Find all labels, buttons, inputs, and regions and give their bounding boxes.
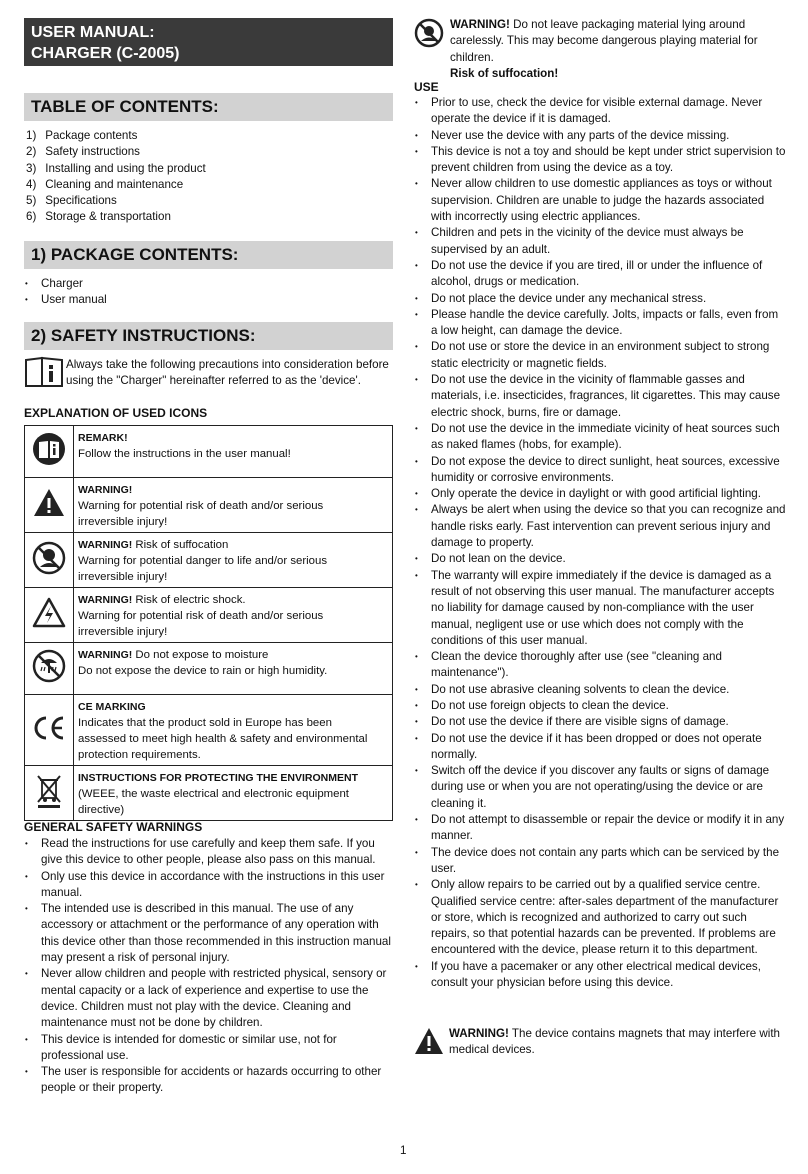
list-item: • Clean the device thoroughly after use (see "cleaning and maintenance"). [414,649,786,682]
icon-description-line: Do not expose the device to rain or high humidity. [78,665,328,677]
icons-table-text [74,533,393,588]
warning-triangle-icon [25,478,74,533]
magnet-warning-text: The device contains magnets that may interfere with medical devices. [449,1027,780,1057]
safety-heading: 2) SAFETY INSTRUCTIONS: [24,322,393,350]
list-item: • Only allow repairs to be carried out by a qualified service centre. Qualified service centre: after-sales department of the manufacturer or store, which is recognized and authorized to carry out such repairs, so that potential hazards can be prevented. If problems are encountered with the device, please return it to this department. [414,877,786,958]
use-list [414,95,786,991]
toc-item [26,209,386,225]
list-item: • Children and pets in the vicinity of the device must always be supervised by an adult. [414,225,786,258]
magnet-warning-bold: WARNING! [449,1027,509,1040]
icons-table-row [25,478,393,533]
moisture-icon [25,643,74,695]
icon-title: WARNING! [78,484,133,496]
packaging-warning [450,17,786,82]
list-item: • Switch off the device if you discover any faults or signs of damage during use or when you are not operating/using the device or are cleaning it. [414,763,786,812]
list-item: • Only use this device in accordance with the instructions in this user manual. [24,869,394,902]
icons-table-row [25,426,393,478]
list-item: • Never allow children and people with restricted physical, sensory or mental capacity or a lack of experience and expertise to use the device. Children must not play with the device. Cleaning and maintenance must not be done by children. [24,966,394,1031]
magnet-warning [449,1026,785,1059]
icon-title-rest: Risk of suffocation [132,539,229,551]
warning-triangle-icon [414,1026,444,1056]
list-item: • Do not use foreign objects to clean the device. [414,698,786,714]
list-item: • If you have a pacemaker or any other electrical medical devices, consult your physician before using this device. [414,959,786,992]
title-line-1: USER MANUAL: [31,24,155,41]
icons-table-row [25,695,393,766]
general-heading: GENERAL SAFETY WARNINGS [24,820,203,834]
list-item: • User manual [24,292,384,308]
icon-title: INSTRUCTIONS FOR PROTECTING THE ENVIRONMENT [78,772,359,784]
icon-description-line: Warning for potential risk of death and/or serious [78,500,324,512]
suffocation-icon [414,18,444,48]
toc-item [26,144,386,160]
icons-table-text [74,766,393,821]
list-item: • This device is not a toy and should be kept under strict supervision to prevent children from using the device as a toy. [414,144,786,177]
icons-table-row [25,588,393,643]
packaging-warning-tail: Risk of suffocation! [450,66,559,80]
icon-description-line: protection requirements. [78,749,201,761]
icons-table-text [74,478,393,533]
icon-description-line: Warning for potential danger to life and/or serious [78,555,328,567]
icon-title: WARNING! [78,539,133,551]
toc-item [26,128,386,144]
icon-title: WARNING! [78,594,133,606]
list-item: • The warranty will expire immediately if the device is damaged as a result of not observing this user manual. The manufacturer accepts no liability for damage caused by non-compliance with the user manual, negligent use or use which does not comply with the conditions of this user manual. [414,568,786,649]
icons-table-text [74,588,393,643]
toc-item-number: 1) [26,129,37,142]
icon-title: REMARK! [78,432,128,444]
packaging-warning-text: Do not leave packaging material lying around carelessly. This may become dangerous playing material for children. [450,18,758,64]
toc-item [26,161,386,177]
list-item: • Charger [24,276,384,292]
use-heading: USE [414,80,439,94]
package-heading: 1) PACKAGE CONTENTS: [24,241,393,269]
list-item: • Do not expose the device to direct sunlight, heat sources, excessive humidity or corrosive environments. [414,454,786,487]
list-item: • The device does not contain any parts which can be serviced by the user. [414,845,786,878]
toc-item-number: 5) [26,194,37,208]
list-item: • Do not use the device in the immediate vicinity of heat sources such as naked flames (hobs, for example). [414,421,786,454]
toc-item-label: Safety instructions [45,145,140,159]
list-item: • Only operate the device in daylight or with good artificial lighting. [414,486,786,502]
icons-table-text [74,426,393,478]
toc-item-number: 2) [26,145,37,159]
list-item: • Please handle the device carefully. Jolts, impacts or falls, even from a low height, can damage the device. [414,307,786,340]
icons-table-text [74,643,393,695]
toc-item-label: Cleaning and maintenance [45,177,184,191]
toc-item-number: 6) [26,210,37,224]
icons-heading: EXPLANATION OF USED ICONS [24,406,208,420]
list-item: • Always be alert when using the device so that you can recognize and handle risks early. Fast intervention can prevent serious injury and damage to property. [414,502,786,551]
list-item: • Do not use the device if there are visible signs of damage. [414,714,786,730]
icon-description-line: irreversible injury! [78,626,168,638]
icon-title: WARNING! [78,649,133,661]
suffocation-icon [25,533,74,588]
electric-shock-icon [25,588,74,643]
icon-title: CE MARKING [78,701,146,713]
toc-item [26,177,386,193]
icon-description-line: irreversible injury! [78,516,168,528]
icon-description-line: Warning for potential risk of death and/or serious [78,610,324,622]
list-item: • The user is responsible for accidents or hazards occurring to other people or their property. [24,1064,394,1097]
list-item: • Prior to use, check the device for visible external damage. Never operate the device if it is damaged. [414,95,786,128]
toc-item [26,193,386,209]
icon-description-line: assessed to meet high health & safety and environmental [78,733,368,745]
toc-item-label: Specifications [45,194,117,208]
list-item: • Do not use or store the device in an environment subject to strong static electricity or magnetic fields. [414,339,786,372]
icon-title-rest: Do not expose to moisture [132,649,269,661]
icons-table-row [25,766,393,821]
toc-item-number: 4) [26,177,37,191]
list-item: • Do not lean on the device. [414,551,786,567]
icon-description-line: irreversible injury! [78,571,168,583]
title-line-2: CHARGER (C-2005) [31,45,180,62]
icon-description-line: (WEEE, the waste electrical and electronic equipment directive) [78,788,349,816]
list-item: • Do not use abrasive cleaning solvents to clean the device. [414,682,786,698]
weee-bin-icon [25,766,74,821]
icon-title-rest: Risk of electric shock. [132,594,246,606]
toc-heading: TABLE OF CONTENTS: [24,93,393,121]
general-list [24,836,394,1097]
packaging-warning-bold: WARNING! [450,18,510,31]
list-item: • This device is intended for domestic or similar use, not for professional use. [24,1032,394,1065]
list-item: • Read the instructions for use carefully and keep them safe. If you give this device to other people, please also pass on this manual. [24,836,394,869]
list-item: • Do not place the device under any mechanical stress. [414,291,786,307]
toc-item-label: Installing and using the product [45,161,206,175]
toc-item-label: Package contents [45,129,138,142]
icon-description-line: Follow the instructions in the user manual! [78,448,291,460]
manual-icon [24,356,64,388]
list-item: • Do not use the device in the vicinity of flammable gasses and materials, i.e. insecticides, fragrances, lit cigarettes. This may cause electric shock, burns, fire or damage. [414,372,786,421]
list-item: • Do not use the device if it has been dropped or does not operate normally. [414,731,786,764]
toc-list [26,128,386,226]
list-item: • Never allow children to use domestic appliances as toys or without supervision. Children are unable to judge the hazards associated with incorrectly using electric appliances. [414,176,786,225]
toc-item-number: 3) [26,161,37,175]
icons-table-row [25,643,393,695]
list-item: • Never use the device with any parts of the device missing. [414,128,786,144]
manual-icon [25,426,74,478]
toc-item-label: Storage & transportation [45,210,171,224]
list-item: • Do not attempt to disassemble or repair the device or modify it in any manner. [414,812,786,845]
icons-table [24,425,393,821]
icon-description-line: Indicates that the product sold in Europe has been [78,717,332,729]
list-item: • Do not use the device if you are tired, ill or under the influence of alcohol, drugs or medication. [414,258,786,291]
package-list [24,276,384,309]
document-title [24,18,393,66]
safety-intro: Always take the following precautions into consideration before using the "Charger" hereinafter referred to as the 'device'. [66,358,389,388]
page-number: 1 [400,1144,407,1157]
list-item: • The intended use is described in this manual. The use of any accessory or attachment or the performance of any operation with this device other than those recommended in this instruction manual may present a risk of personal injury. [24,901,394,966]
ce-mark-icon [25,695,74,766]
icons-table-row [25,533,393,588]
icons-table-text [74,695,393,766]
